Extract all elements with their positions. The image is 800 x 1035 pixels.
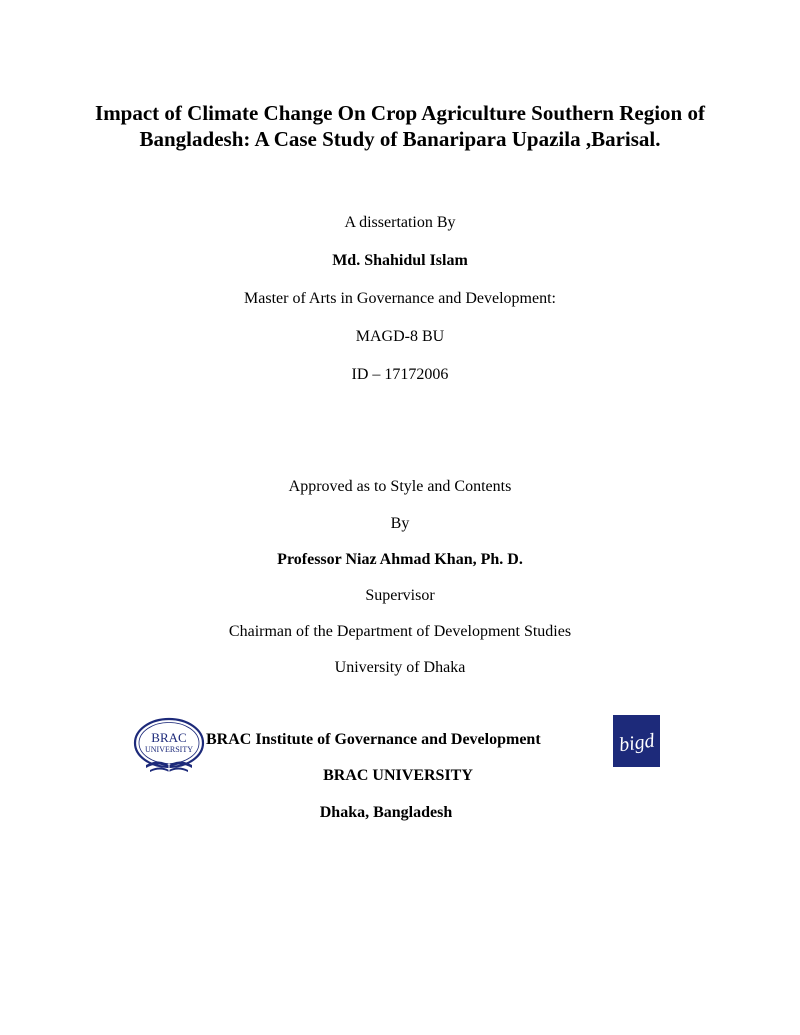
bigd-logo — [613, 715, 660, 767]
brac-logo-text-top: BRAC — [151, 730, 187, 745]
supervisor-position: Chairman of the Department of Development Studies — [228, 623, 572, 640]
university-name: BRAC UNIVERSITY — [323, 767, 473, 784]
institute-name: BRAC Institute of Governance and Development — [206, 731, 541, 748]
supervisor-role: Supervisor — [365, 587, 435, 604]
document-title-line-2: Bangladesh: A Case Study of Banaripara Upazila ,Barisal. — [139, 127, 661, 151]
degree-name: Master of Arts in Governance and Development: — [244, 290, 556, 307]
batch-label: MAGD-8 BU — [355, 328, 445, 345]
brac-logo-text-bottom: UNIVERSITY — [145, 745, 193, 754]
student-id: ID – 17172006 — [351, 366, 449, 383]
supervisor-university: University of Dhaka — [334, 659, 466, 676]
location: Dhaka, Bangladesh — [319, 804, 453, 821]
approval-statement: Approved as to Style and Contents — [288, 478, 512, 495]
dissertation-by-label: A dissertation By — [344, 214, 456, 231]
approval-by-label: By — [390, 515, 410, 532]
document-title-line-1: Impact of Climate Change On Crop Agriculture Southern Region of — [95, 101, 705, 125]
author-name: Md. Shahidul Islam — [332, 252, 468, 269]
supervisor-name: Professor Niaz Ahmad Khan, Ph. D. — [277, 551, 523, 568]
bigd-logo-text: bigd — [617, 729, 656, 757]
